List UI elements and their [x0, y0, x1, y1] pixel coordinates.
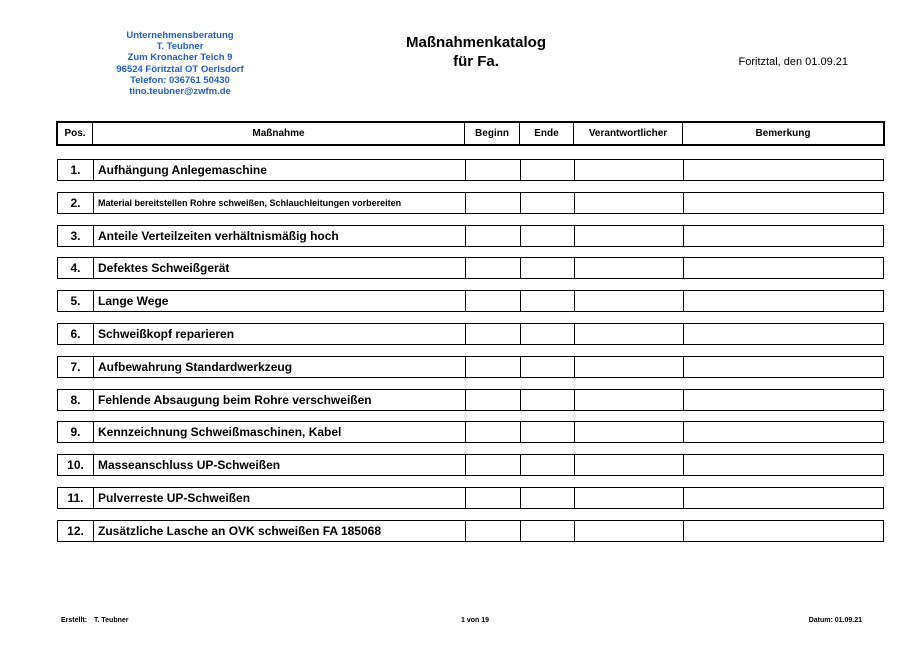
row-beginn — [465, 258, 520, 278]
row-bemerkung — [683, 324, 883, 344]
row-massnahme: Aufhängung Anlegemaschine — [93, 160, 465, 180]
header-verantwortlicher: Verantwortlicher — [573, 123, 682, 144]
row-verantwortlicher — [574, 455, 683, 475]
document-title — [366, 33, 586, 71]
row-beginn — [465, 193, 520, 213]
table-row — [57, 159, 884, 181]
row-ende — [520, 422, 574, 442]
company-address-block — [100, 30, 260, 97]
row-verantwortlicher — [574, 390, 683, 410]
row-beginn — [465, 291, 520, 311]
row-bemerkung — [683, 258, 883, 278]
table-row — [57, 389, 884, 411]
row-bemerkung — [683, 193, 883, 213]
place-date: Foritztal, den 01.09.21 — [738, 56, 848, 68]
row-ende — [520, 324, 574, 344]
header-bemerkung: Bemerkung — [682, 123, 883, 144]
row-massnahme: Kennzeichnung Schweißmaschinen, Kabel — [93, 422, 465, 442]
table-row — [57, 421, 884, 443]
row-beginn — [465, 390, 520, 410]
row-beginn — [465, 488, 520, 508]
row-massnahme: Material bereitstellen Rohre schweißen, Schlauchleitungen vorbereiten — [93, 193, 465, 213]
table-row — [57, 356, 884, 378]
row-beginn — [465, 160, 520, 180]
footer-created-by: T. Teubner — [94, 617, 129, 624]
row-bemerkung — [683, 390, 883, 410]
row-pos: 3. — [70, 229, 81, 243]
footer-date: Datum: 01.09.21 — [808, 617, 862, 624]
header-massnahme: Maßnahme — [92, 123, 464, 144]
row-verantwortlicher — [574, 521, 683, 541]
row-ende — [520, 488, 574, 508]
row-ende — [520, 291, 574, 311]
row-massnahme: Defektes Schweißgerät — [93, 258, 465, 278]
table-row — [57, 323, 884, 345]
header-pos: Pos. — [64, 128, 86, 139]
row-verantwortlicher — [574, 357, 683, 377]
row-pos: 2. — [70, 196, 81, 210]
row-bemerkung — [683, 521, 883, 541]
row-massnahme: Zusätzliche Lasche an OVK schweißen FA 185068 — [93, 521, 465, 541]
company-owner: T. Teubner — [156, 41, 204, 53]
company-phone: Telefon: 036761 50430 — [130, 74, 230, 86]
row-bemerkung — [683, 488, 883, 508]
table-row — [57, 290, 884, 312]
row-pos: 4. — [70, 261, 81, 275]
table-row — [57, 225, 884, 247]
row-massnahme: Pulverreste UP-Schweißen — [93, 488, 465, 508]
table-row — [57, 520, 884, 542]
row-ende — [520, 160, 574, 180]
footer-page-number: 1 von 19 — [461, 617, 490, 624]
row-pos: 8. — [70, 393, 81, 407]
row-pos: 6. — [70, 327, 81, 341]
row-massnahme: Masseanschluss UP-Schweißen — [93, 455, 465, 475]
row-massnahme: Aufbewahrung Standardwerkzeug — [93, 357, 465, 377]
row-ende — [520, 455, 574, 475]
row-ende — [520, 226, 574, 246]
row-pos: 10. — [67, 458, 84, 472]
row-bemerkung — [683, 357, 883, 377]
row-verantwortlicher — [574, 422, 683, 442]
row-beginn — [465, 521, 520, 541]
company-city: 96524 Föritztal OT Oerlsdorf — [116, 63, 244, 75]
row-bemerkung — [683, 160, 883, 180]
row-ende — [520, 193, 574, 213]
row-ende — [520, 390, 574, 410]
row-bemerkung — [683, 455, 883, 475]
row-pos: 9. — [70, 425, 81, 439]
row-massnahme: Schweißkopf reparieren — [93, 324, 465, 344]
row-verantwortlicher — [574, 324, 683, 344]
row-verantwortlicher — [574, 160, 683, 180]
row-ende — [520, 521, 574, 541]
row-pos: 12. — [67, 524, 84, 538]
row-pos: 7. — [70, 360, 81, 374]
row-pos: 1. — [70, 163, 81, 177]
table-row — [57, 454, 884, 476]
table-row — [57, 257, 884, 279]
row-bemerkung — [683, 291, 883, 311]
row-bemerkung — [683, 226, 883, 246]
row-verantwortlicher — [574, 488, 683, 508]
row-ende — [520, 357, 574, 377]
table-header — [56, 121, 885, 146]
row-beginn — [465, 422, 520, 442]
row-beginn — [465, 226, 520, 246]
row-pos: 5. — [70, 294, 81, 308]
row-verantwortlicher — [574, 258, 683, 278]
row-massnahme: Fehlende Absaugung beim Rohre verschweißen — [93, 390, 465, 410]
row-bemerkung — [683, 422, 883, 442]
row-massnahme: Lange Wege — [93, 291, 465, 311]
row-massnahme: Anteile Verteilzeiten verhältnismäßig hoch — [93, 226, 465, 246]
row-beginn — [465, 357, 520, 377]
header-ende: Ende — [519, 123, 573, 144]
row-beginn — [465, 324, 520, 344]
row-beginn — [465, 455, 520, 475]
row-verantwortlicher — [574, 226, 683, 246]
table-row — [57, 192, 884, 214]
company-email: tino.teubner@zwfm.de — [129, 86, 231, 98]
row-verantwortlicher — [574, 193, 683, 213]
company-name: Unternehmensberatung — [126, 30, 234, 41]
row-verantwortlicher — [574, 291, 683, 311]
company-street: Zum Kronacher Teich 9 — [127, 52, 233, 64]
footer-created-label: Erstellt: — [61, 617, 88, 624]
row-pos: 11. — [67, 491, 84, 505]
row-ende — [520, 258, 574, 278]
document-title-line1: Maßnahmenkatalog — [405, 34, 547, 51]
table-row — [57, 487, 884, 509]
header-beginn: Beginn — [464, 123, 519, 144]
document-title-line2: für Fa. — [453, 53, 499, 70]
